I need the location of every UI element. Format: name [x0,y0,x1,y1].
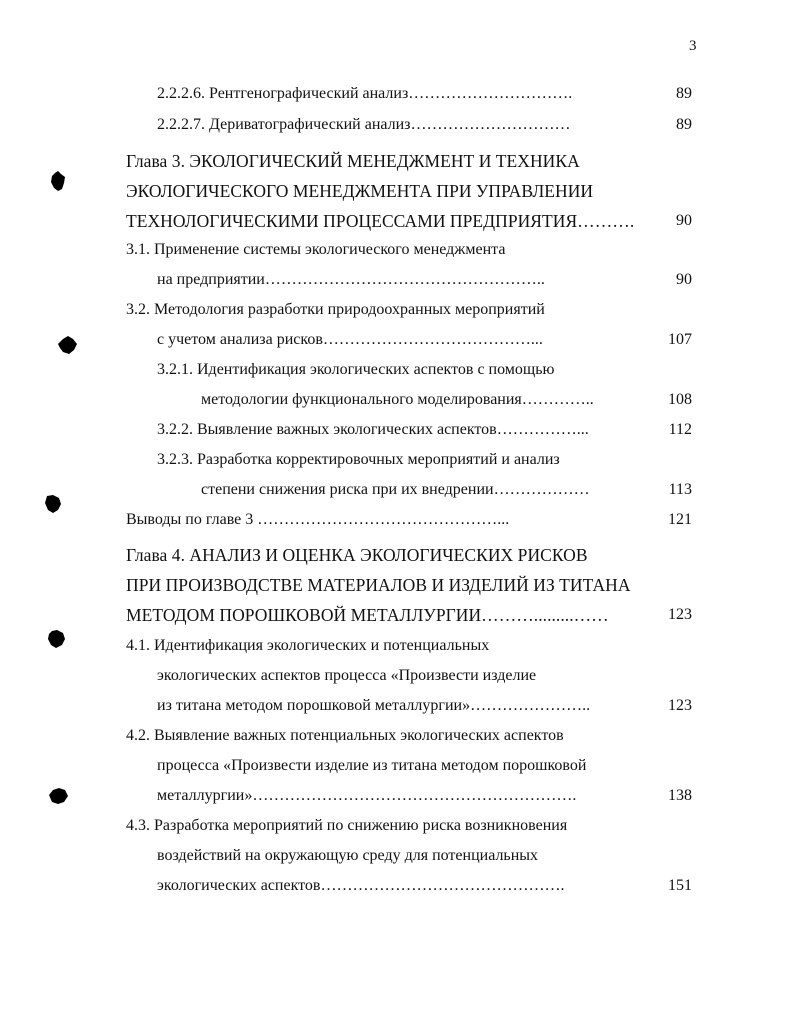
toc-entry-3-2-3-line-1: 3.2.3. Разработка корректировочных мероприятий и анализ [157,451,560,468]
toc-entry-4-2-line-2: процесса «Произвести изделие из титана методом порошковой [157,757,587,774]
toc-page-number: 121 [668,511,692,528]
page-number: 3 [689,38,697,54]
chapter-3-heading-line-1: Глава 3. ЭКОЛОГИЧЕСКИЙ МЕНЕДЖМЕНТ И ТЕХНИКА [126,151,580,171]
toc-entry-3-2-1-line-2: методологии функционального моделирования………….. [201,391,594,408]
toc-page-number: 138 [668,787,692,804]
toc-entry-4-3-line-1: 4.3. Разработка мероприятий по снижению риска возникновения [126,817,568,834]
chapter-3-heading-line-3: ТЕХНОЛОГИЧЕСКИМИ ПРОЦЕССАМИ ПРЕДПРИЯТИЯ………. [126,211,635,231]
toc-page-number: 89 [676,116,692,133]
toc-entry-3-2-1-line-1: 3.2.1. Идентификация экологических аспектов с помощью [157,361,555,378]
toc-entry-4-1-line-3: из титана методом порошковой металлургии»………………….. [157,697,591,714]
punch-hole-mark [56,335,78,355]
chapter-4-heading-line-1: Глава 4. АНАЛИЗ И ОЦЕНКА ЭКОЛОГИЧЕСКИХ РИСКОВ [126,545,588,565]
toc-entry-4-1-line-1: 4.1. Идентификация экологических и потенциальных [126,637,490,654]
toc-page-number: 123 [668,697,692,714]
toc-entry-2-2-2-6: 2.2.2.6. Рентгенографический анализ…………………………. [157,85,573,102]
toc-entry-3-2-line-1: 3.2. Методология разработки природоохранных мероприятий [126,301,545,318]
toc-entry-3-2-line-2: с учетом анализа рисков…………………………………... [157,331,543,348]
toc-page-number: 90 [676,271,692,288]
chapter-3-heading-line-2: ЭКОЛОГИЧЕСКОГО МЕНЕДЖМЕНТА ПРИ УПРАВЛЕНИИ [126,181,594,201]
toc-entry-4-3-line-2: воздействий на окружающую среду для потенциальных [157,847,539,864]
toc-page-number: 107 [668,331,692,348]
toc-entry-3-1-line-2: на предприятии…………………………………………….. [157,271,545,288]
toc-page-number: 108 [668,391,692,408]
toc-entry-chapter-3-conclusions: Выводы по главе 3 ………………………………………... [126,511,510,528]
punch-hole-mark [50,170,66,192]
toc-entry-4-2-line-1: 4.2. Выявление важных потенциальных экологических аспектов [126,727,564,744]
punch-hole-mark [44,494,62,514]
toc-page-number: 90 [676,212,692,229]
chapter-4-heading-line-3: МЕТОДОМ ПОРОШКОВОЙ МЕТАЛЛУРГИИ……….........…… [126,605,609,625]
toc-entry-4-2-line-3: металлургии»……………………………………………………. [157,787,577,804]
toc-page-number: 113 [668,481,692,498]
toc-page-number: 112 [668,421,692,438]
toc-entry-3-1-line-1: 3.1. Применение системы экологического менеджмента [126,241,506,258]
toc-entry-3-2-2: 3.2.2. Выявление важных экологических аспектов……………... [157,421,589,438]
chapter-4-heading-line-2: ПРИ ПРОИЗВОДСТВЕ МАТЕРИАЛОВ И ИЗДЕЛИЙ ИЗ ТИТАНА [126,575,631,595]
toc-entry-3-2-3-line-2: степени снижения риска при их внедрении……………… [201,481,590,498]
punch-hole-mark [47,787,69,805]
toc-entry-2-2-2-7: 2.2.2.7. Дериватографический анализ………………………… [157,116,571,133]
toc-entry-4-3-line-3: экологических аспектов………………………………………. [157,877,565,894]
punch-hole-mark [47,629,66,649]
toc-page-number: 123 [668,606,692,623]
toc-entry-4-1-line-2: экологических аспектов процесса «Произвести изделие [157,667,537,684]
toc-page-number: 151 [668,877,692,894]
toc-page-number: 89 [676,85,692,102]
